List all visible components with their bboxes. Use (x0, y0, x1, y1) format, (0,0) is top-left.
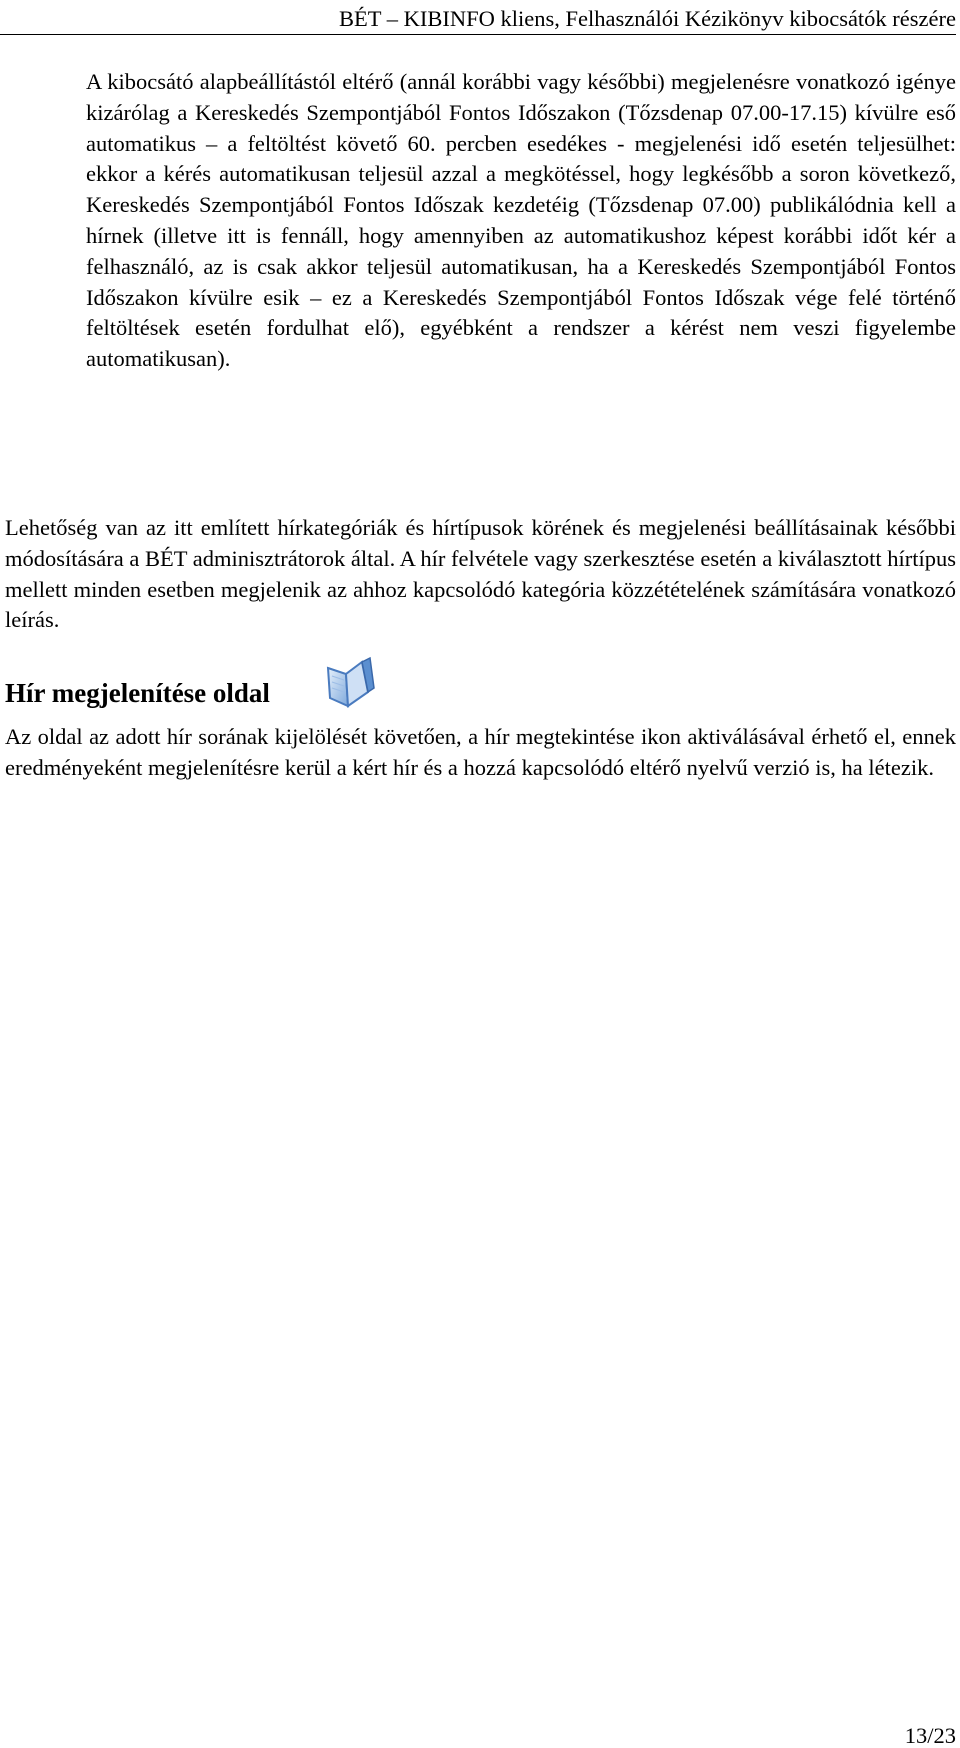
section-heading: Hír megjelenítése oldal (5, 678, 270, 708)
open-book-icon (318, 654, 378, 710)
page-number: 13/23 (904, 1723, 956, 1748)
document-title: BÉT – KIBINFO kliens, Felhasználói Kézikönyv kibocsátók részére (339, 6, 956, 31)
indented-paragraph: A kibocsátó alapbeállítástól eltérő (annál korábbi vagy későbbi) megjelenésre vonatkozó igénye kizárólag a Kereskedés Szempontjából Fontos Időszakon (Tőzsdenap 07.00-17.15) kívülre eső automatikus – a feltöltést követő 60. percben esedékes - megjelenési idő esetén teljesülhet: ekkor a kérés automatikusan teljesül azzal a megkötéssel, hogy legkésőbb a soron következő, Kereskedés Szempontjából Fontos Időszak kezdetéig (Tőzsdenap 07.00) publikálódnia kell a hírnek (illetve itt is fennáll, hogy amennyiben az automatikushoz képest korábbi időt kér a felhasználó, az is csak akkor teljesül automatikusan, ha a Kereskedés Szempontjából Fontos Időszakon kívülre esik – ez a Kereskedés Szempontjából Fontos Időszak vége felé történő feltöltések esetén fordulhat elő), egyébként a rendszer a kérést nem veszi figyelembe automatikusan). (86, 69, 956, 372)
section-body-paragraph: Az oldal az adott hír sorának kijelölését követően, a hír megtekintése ikon aktiválásával érhető el, ennek eredményeként megjelenítésre kerül a kért hír és a hozzá kapcsolódó eltérő nyelvű verzió is, ha létezik. (5, 724, 956, 780)
body-paragraph: Lehetőség van az itt említett hírkategóriák és hírtípusok körének és megjelenési beállításainak későbbi módosítására a BÉT adminisztrátorok által. A hír felvétele vagy szerkesztése esetén a kiválasztott hírtípus mellett minden esetben megjelenik az ahhoz kapcsolódó kategória közzétételének számítására vonatkozó leírás. (5, 515, 956, 633)
page-header (0, 4, 956, 35)
